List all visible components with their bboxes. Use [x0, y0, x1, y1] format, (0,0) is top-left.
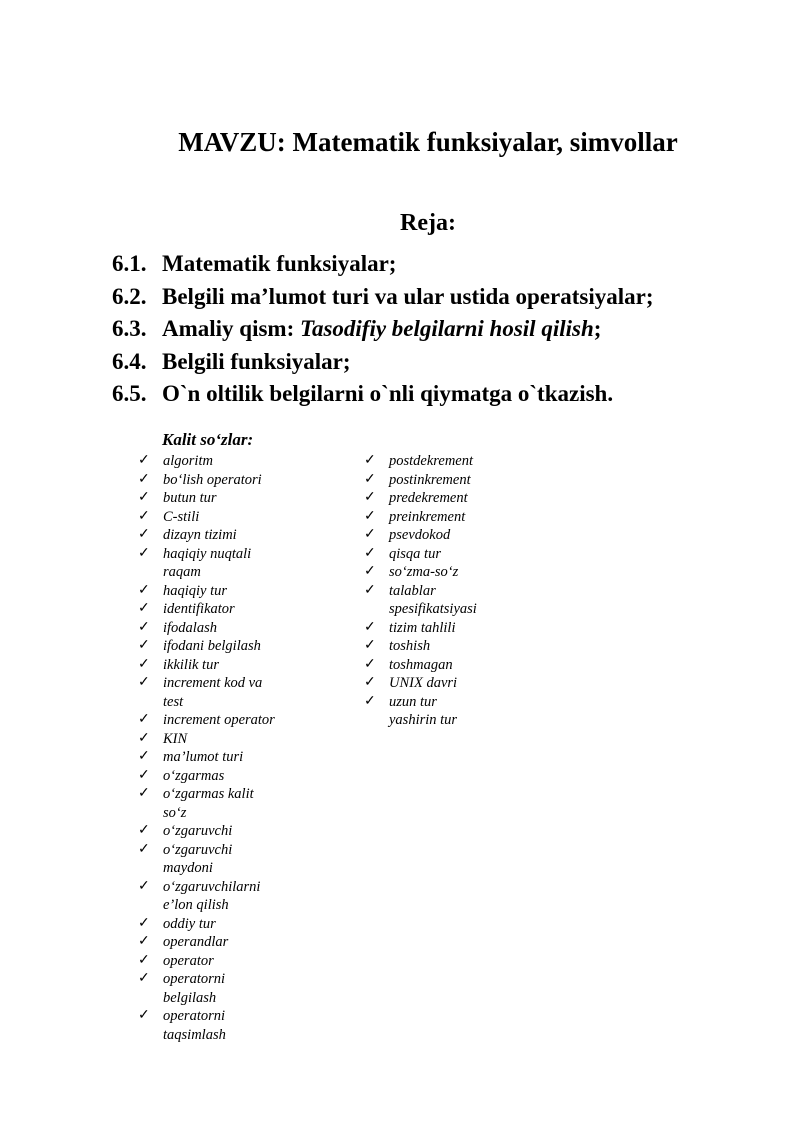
checkmark-icon: ✓	[138, 915, 150, 931]
checkmark-icon: ✓	[138, 619, 150, 635]
keyword-text: operatorni belgilash	[163, 971, 226, 1006]
keyword-text: psevdokod	[389, 527, 451, 543]
keyword-item	[364, 452, 504, 471]
plan-item-text: Belgili funksiyalar;	[162, 348, 351, 374]
keyword-text: qisqa tur	[389, 545, 441, 562]
checkmark-icon: ✓	[138, 453, 150, 468]
keyword-text: operator	[163, 952, 214, 969]
keyword-text: toshmagan	[389, 656, 453, 673]
keyword-item	[138, 452, 278, 471]
keyword-text: increment operator	[163, 712, 275, 728]
keyword-item	[138, 822, 278, 841]
keyword-item	[138, 582, 278, 601]
plan-item	[112, 281, 654, 314]
plan-item-number: 6.2.	[112, 283, 147, 309]
page-title: MAVZU: Matematik funksiyalar, simvollar	[178, 127, 678, 157]
keyword-item	[364, 526, 504, 545]
keyword-item	[364, 674, 504, 693]
keyword-item	[364, 471, 504, 490]
plan-item	[112, 346, 654, 379]
checkmark-icon: ✓	[138, 823, 150, 838]
keyword-item	[138, 767, 278, 786]
keyword-text: oddiy tur	[163, 915, 216, 932]
keyword-text: postdekrement	[389, 453, 474, 469]
keyword-item	[364, 619, 504, 638]
checkmark-icon: ✓	[364, 582, 376, 598]
checkmark-icon: ✓	[138, 971, 150, 986]
checkmark-icon: ✓	[138, 952, 150, 968]
plan-item-text: O`n oltilik belgilarni o`nli qiymatga o`tkazish.	[162, 381, 614, 407]
keyword-item	[138, 711, 278, 730]
checkmark-icon: ✓	[138, 786, 150, 801]
checkmark-icon: ✓	[138, 527, 150, 542]
keyword-text: postinkrement	[389, 471, 471, 488]
checkmark-icon: ✓	[138, 1008, 150, 1023]
keyword-item	[138, 674, 278, 711]
keyword-text: operandlar	[163, 934, 229, 950]
checkmark-icon: ✓	[138, 638, 150, 653]
plan-item-emphasis: Tasodifiy belgilarni hosil qilish	[300, 316, 594, 342]
keyword-text: butun tur	[163, 490, 217, 506]
checkmark-icon: ✓	[364, 471, 376, 487]
keyword-item	[138, 748, 278, 767]
keyword-text: o‘zgarmas	[163, 767, 225, 784]
keywords-column-left	[138, 452, 278, 1044]
keyword-item	[138, 878, 278, 915]
checkmark-icon: ✓	[138, 878, 150, 894]
keywords-column-right	[364, 452, 504, 730]
checkmark-icon: ✓	[364, 453, 376, 468]
keyword-text: C-stili	[163, 508, 200, 525]
keywords-title: Kalit so‘zlar:	[162, 430, 254, 449]
plan-item	[112, 378, 654, 411]
keyword-text: bo‘lish operatori	[163, 471, 262, 488]
checkmark-icon: ✓	[138, 712, 150, 727]
keyword-text: preinkrement	[389, 508, 466, 525]
keyword-text: operatorni taqsimlash	[163, 1008, 226, 1043]
checkmark-icon: ✓	[138, 490, 150, 505]
checkmark-icon: ✓	[138, 767, 150, 783]
checkmark-icon: ✓	[138, 601, 150, 616]
keyword-item	[138, 545, 278, 582]
checkmark-icon: ✓	[138, 730, 150, 746]
checkmark-icon: ✓	[364, 693, 376, 709]
keyword-text: haqiqiy tur	[163, 582, 228, 599]
keyword-text: o‘zgaruvchi	[163, 823, 233, 839]
plan-heading: Reja:	[400, 210, 456, 236]
checkmark-icon: ✓	[364, 656, 376, 672]
keyword-text: toshish	[389, 638, 431, 654]
plan-item-text: Belgili ma’lumot turi va ular ustida operatsiyalar;	[162, 283, 654, 309]
keyword-item-continuation: yashirin tur	[389, 712, 458, 728]
keyword-item	[138, 970, 278, 1007]
checkmark-icon: ✓	[364, 545, 376, 561]
plan-list	[112, 248, 654, 411]
keyword-text: identifikator	[163, 601, 235, 617]
checkmark-icon: ✓	[364, 508, 376, 524]
keyword-text: o‘zgaruvchilarni e’lon qilish	[163, 878, 261, 913]
keyword-item	[364, 656, 504, 675]
checkmark-icon: ✓	[138, 656, 150, 672]
keyword-item	[364, 582, 504, 619]
keyword-item	[138, 915, 278, 934]
plan-item-text: Amaliy qism: Tasodifiy belgilarni hosil qilish;	[162, 316, 602, 342]
keyword-text: increment kod va test	[163, 675, 263, 710]
plan-item-text: Matematik funksiyalar;	[162, 251, 397, 276]
checkmark-icon: ✓	[364, 490, 376, 505]
keyword-item	[364, 637, 504, 656]
keyword-item	[138, 841, 278, 878]
checkmark-icon: ✓	[364, 638, 376, 653]
keyword-text: tizim tahlili	[389, 619, 456, 636]
plan-item-number: 6.3.	[112, 316, 147, 342]
keyword-item	[364, 693, 504, 712]
checkmark-icon: ✓	[364, 619, 376, 635]
checkmark-icon: ✓	[138, 749, 150, 764]
keyword-text: predekrement	[389, 490, 468, 506]
plan-item	[112, 248, 654, 281]
keyword-item	[138, 471, 278, 490]
keyword-text: o‘zgarmas kalit so‘z	[163, 786, 254, 821]
checkmark-icon: ✓	[138, 934, 150, 949]
checkmark-icon: ✓	[364, 675, 376, 690]
keyword-text: UNIX davri	[389, 675, 458, 691]
checkmark-icon: ✓	[138, 841, 150, 857]
checkmark-icon: ✓	[364, 564, 376, 579]
plan-item-number: 6.5.	[112, 381, 147, 407]
keyword-text: uzun tur	[389, 693, 437, 710]
plan-item	[112, 313, 654, 346]
checkmark-icon: ✓	[138, 582, 150, 598]
keyword-item	[138, 952, 278, 971]
keyword-item	[138, 508, 278, 527]
keyword-item	[138, 933, 278, 952]
plan-item-number: 6.1.	[112, 251, 147, 276]
checkmark-icon: ✓	[138, 508, 150, 524]
keyword-item	[138, 1007, 278, 1044]
checkmark-icon: ✓	[364, 527, 376, 542]
keyword-text: algoritm	[163, 453, 213, 469]
keyword-text: ifodani belgilash	[163, 638, 261, 654]
checkmark-icon: ✓	[138, 545, 150, 561]
keyword-text: ma’lumot turi	[163, 749, 244, 765]
keyword-item	[138, 526, 278, 545]
keyword-item	[364, 545, 504, 564]
plan-item-number: 6.4.	[112, 348, 147, 374]
keyword-item	[364, 489, 504, 508]
keyword-text: so‘zma-so‘z	[389, 564, 459, 580]
keyword-item	[364, 563, 504, 582]
keyword-text: o‘zgaruvchi maydoni	[163, 841, 233, 876]
keyword-item	[138, 489, 278, 508]
keyword-text: ikkilik tur	[163, 656, 219, 673]
keyword-item	[138, 785, 278, 822]
keyword-text: talablar spesifikatsiyasi	[389, 582, 477, 617]
keyword-item	[138, 619, 278, 638]
keyword-item	[138, 656, 278, 675]
keyword-text: KIN	[163, 730, 188, 747]
checkmark-icon: ✓	[138, 471, 150, 487]
keyword-text: dizayn tizimi	[163, 527, 237, 543]
checkmark-icon: ✓	[138, 675, 150, 690]
keyword-item	[138, 637, 278, 656]
keyword-item	[138, 600, 278, 619]
keyword-text: ifodalash	[163, 619, 217, 636]
keyword-text: haqiqiy nuqtali raqam	[163, 545, 252, 580]
keyword-item	[138, 730, 278, 749]
keyword-item	[364, 508, 504, 527]
